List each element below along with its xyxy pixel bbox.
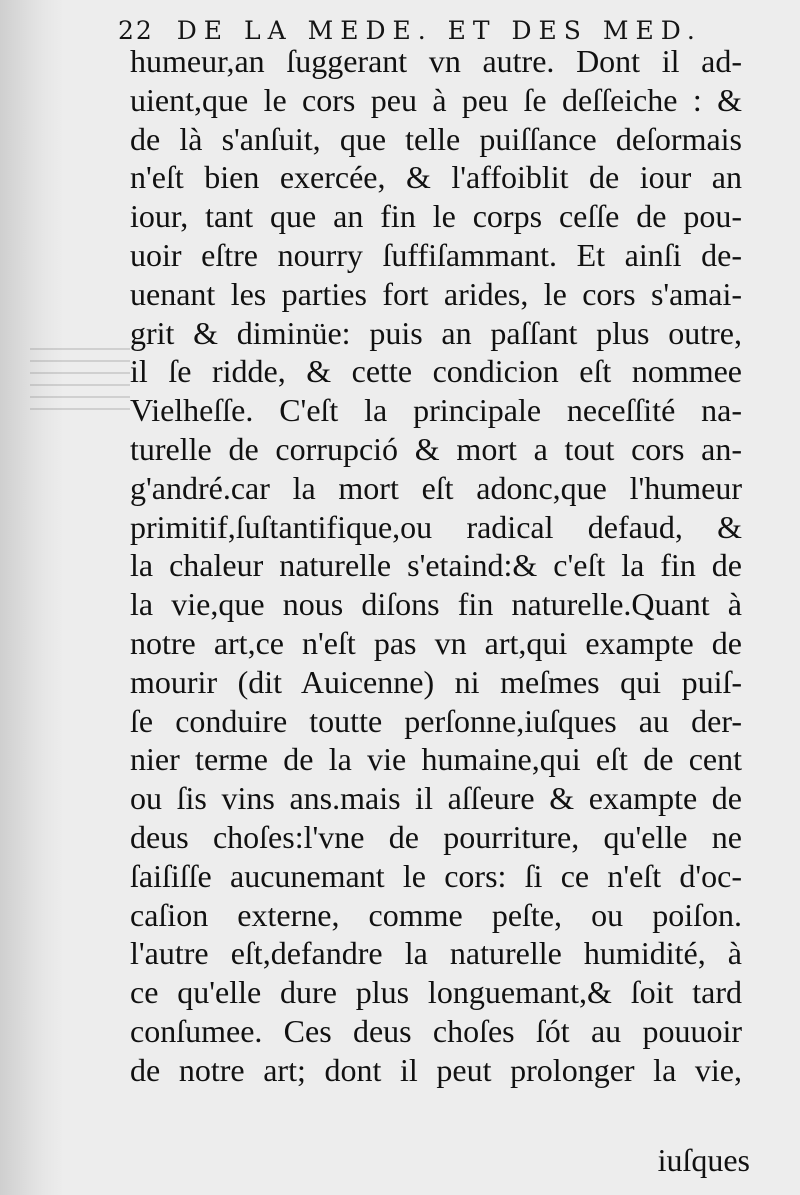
text-line: nier terme de la vie humaine,qui eſt de cent (130, 741, 742, 778)
text-line: ou ſis vins ans.mais il aſſeure & exampte de (130, 780, 742, 817)
catchword: iuſques (657, 1142, 750, 1178)
text-line: ſaiſiſſe aucunemant le cors: ſi ce n'eſt d'oc- (130, 857, 742, 894)
text-line: grit & diminüe: puis an paſſant plus outre, (130, 314, 742, 351)
text-line: iour, tant que an fin le corps ceſſe de pou- (130, 198, 742, 235)
text-line: Vielheſſe. C'eſt la principale neceſſité na- (130, 392, 742, 429)
text-line: notre art,ce n'eſt pas vn art,qui exampte de (130, 624, 742, 661)
text-line: la chaleur naturelle s'etaind:& c'eſt la fin de (130, 547, 742, 584)
text-line: l'autre eſt,defandre la naturelle humidité, à (130, 935, 742, 972)
text-line: ſe conduire toutte perſonne,iuſques au der- (130, 702, 742, 739)
text-line: de notre art; dont il peut prolonger la vie, (130, 1051, 742, 1088)
text-line: la vie,que nous diſons fin naturelle.Quant à (130, 586, 742, 623)
text-line: humeur,an ſuggerant vn autre. Dont il ad- (130, 43, 742, 79)
text-line: mourir (dit Auicenne) ni meſmes qui puiſ- (130, 663, 742, 700)
text-line: conſumee. Ces deus choſes ſót au pouuoir (130, 1012, 742, 1049)
text-line: g'andré.car la mort eſt adonc,que l'humeur (130, 469, 742, 506)
text-line: n'eſt bien exercée, & l'affoiblit de iour an (130, 159, 742, 196)
text-line: uoir eſtre nourry ſuffiſammant. Et ainſi de- (130, 236, 742, 273)
body-text (130, 42, 742, 1090)
text-line: ce qu'elle dure plus longuemant,& ſoit tard (130, 974, 742, 1011)
page-number: 22 (118, 16, 154, 45)
running-title: DE LA MEDE. ET DES MED. (176, 16, 702, 45)
page-gutter (0, 0, 62, 1195)
text-line: uenant les parties fort arides, le cors s'amai- (130, 275, 742, 312)
text-line: de là s'anſuit, que telle puiſſance deſormais (130, 120, 742, 157)
text-line: caſion externe, comme peſte, ou poiſon. (130, 896, 742, 933)
show-through-marks (30, 340, 130, 410)
text-line: turelle de corrupció & mort a tout cors an- (130, 430, 742, 467)
text-line: primitif,ſuſtantifique,ou radical defaud, & (130, 508, 742, 545)
text-line: deus choſes:l'vne de pourriture, qu'elle ne (130, 818, 742, 855)
text-line: uient,que le cors peu à peu ſe deſſeiche : & (130, 81, 742, 118)
text-line: il ſe ridde, & cette condicion eſt nommee (130, 353, 742, 390)
